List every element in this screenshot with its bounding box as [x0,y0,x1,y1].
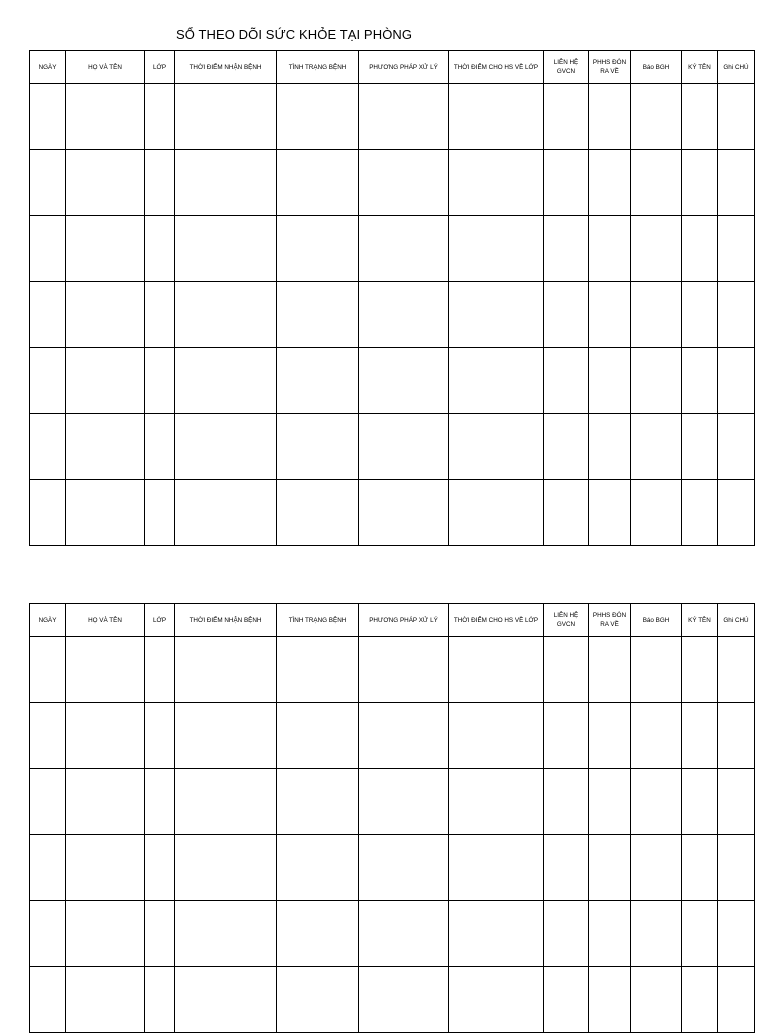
table-cell[interactable] [682,901,718,967]
column-header-class: LỚP [145,51,175,84]
table-cell[interactable] [30,348,66,414]
table-cell[interactable] [145,769,175,835]
table-cell[interactable] [277,348,359,414]
table-cell[interactable] [718,703,755,769]
table-cell[interactable] [589,835,631,901]
table-cell[interactable] [449,703,544,769]
table-cell[interactable] [175,703,277,769]
table-cell[interactable] [449,637,544,703]
table-cell[interactable] [30,480,66,546]
table-row [30,84,755,150]
table-cell[interactable] [682,414,718,480]
table-cell[interactable] [718,282,755,348]
table-cell[interactable] [66,835,145,901]
table-cell[interactable] [175,835,277,901]
table-cell[interactable] [718,901,755,967]
table-cell[interactable] [682,150,718,216]
table-cell[interactable] [145,216,175,282]
table-cell[interactable] [30,769,66,835]
table-cell[interactable] [589,150,631,216]
table-cell[interactable] [359,835,449,901]
table-cell[interactable] [682,84,718,150]
table-cell[interactable] [589,703,631,769]
table-cell[interactable] [277,150,359,216]
table-cell[interactable] [682,967,718,1033]
table-cell[interactable] [718,216,755,282]
column-header-full-name: HỌ VÀ TÊN [66,604,145,637]
table-cell[interactable] [359,480,449,546]
table-cell[interactable] [544,414,589,480]
table-cell[interactable] [631,967,682,1033]
table-cell[interactable] [544,835,589,901]
table-cell[interactable] [175,769,277,835]
table-cell[interactable] [544,967,589,1033]
column-header-date: NGÀY [30,51,66,84]
table-cell[interactable] [175,414,277,480]
table-cell[interactable] [66,480,145,546]
table-cell[interactable] [682,703,718,769]
column-header-condition: TÌNH TRẠNG BỆNH [277,51,359,84]
column-header-time-received: THỜI ĐIỂM NHẬN BỆNH [175,604,277,637]
table-cell[interactable] [718,835,755,901]
table-cell[interactable] [175,150,277,216]
table-cell[interactable] [589,84,631,150]
column-header-signature: KÝ TÊN [682,51,718,84]
table-row [30,480,755,546]
table-row [30,216,755,282]
table-cell[interactable] [631,769,682,835]
column-header-notes: Ghi CHÚ [718,604,755,637]
table-row [30,901,755,967]
column-header-report-board: Báo BGH [631,604,682,637]
table-cell[interactable] [277,835,359,901]
table-cell[interactable] [145,967,175,1033]
table-cell[interactable] [30,901,66,967]
table-cell[interactable] [359,348,449,414]
table-cell[interactable] [30,150,66,216]
table-cell[interactable] [30,84,66,150]
table-cell[interactable] [631,703,682,769]
table-cell[interactable] [30,637,66,703]
table-cell[interactable] [718,84,755,150]
table-cell[interactable] [718,414,755,480]
table-header-row [30,51,755,84]
table-cell[interactable] [718,769,755,835]
table-cell[interactable] [277,84,359,150]
table-row [30,282,755,348]
table-cell[interactable] [631,282,682,348]
table-cell[interactable] [277,480,359,546]
table-cell[interactable] [145,414,175,480]
table-cell[interactable] [175,480,277,546]
table-cell[interactable] [145,703,175,769]
column-header-contact-teacher: LIÊN HỆ GVCN [544,604,589,637]
table-cell[interactable] [682,637,718,703]
table-cell[interactable] [359,84,449,150]
table-cell[interactable] [449,901,544,967]
table-cell[interactable] [449,967,544,1033]
table-cell[interactable] [145,84,175,150]
table-row [30,348,755,414]
table-cell[interactable] [66,282,145,348]
table-cell[interactable] [682,769,718,835]
column-header-class: LỚP [145,604,175,637]
table-cell[interactable] [66,703,145,769]
table-header-row [30,604,755,637]
table-cell[interactable] [30,282,66,348]
table-cell[interactable] [145,480,175,546]
table-cell[interactable] [277,769,359,835]
table-cell[interactable] [449,348,544,414]
table-body [30,84,755,546]
table-cell[interactable] [359,703,449,769]
column-header-full-name: HỌ VÀ TÊN [66,51,145,84]
table-cell[interactable] [544,637,589,703]
table-cell[interactable] [631,348,682,414]
column-header-parent-pickup: PHHS ĐÓN RA VỀ [589,51,631,84]
table-cell[interactable] [631,150,682,216]
table-cell[interactable] [66,216,145,282]
table-cell[interactable] [544,150,589,216]
table-cell[interactable] [449,150,544,216]
table-cell[interactable] [449,480,544,546]
table-cell[interactable] [682,282,718,348]
table-row [30,835,755,901]
table-cell[interactable] [589,282,631,348]
column-header-report-board: Báo BGH [631,51,682,84]
column-header-time-returned: THỜI ĐIỂM CHO HS VỀ LỚP [449,604,544,637]
table-row [30,637,755,703]
table-cell[interactable] [631,84,682,150]
table-cell[interactable] [589,414,631,480]
table-cell[interactable] [145,150,175,216]
table-row [30,769,755,835]
table-cell[interactable] [66,769,145,835]
table-cell[interactable] [175,282,277,348]
table-cell[interactable] [175,216,277,282]
table-cell[interactable] [175,967,277,1033]
table-row [30,150,755,216]
table-cell[interactable] [589,348,631,414]
table-cell[interactable] [359,282,449,348]
table-cell[interactable] [277,216,359,282]
table-cell[interactable] [449,769,544,835]
table-cell[interactable] [30,703,66,769]
table-cell[interactable] [175,348,277,414]
table-cell[interactable] [30,216,66,282]
table-cell[interactable] [30,835,66,901]
table-cell[interactable] [66,901,145,967]
table-cell[interactable] [277,414,359,480]
table-cell[interactable] [718,480,755,546]
table-cell[interactable] [718,637,755,703]
table-cell[interactable] [145,835,175,901]
table-body [30,637,755,1033]
table-cell[interactable] [277,703,359,769]
health-log-table [29,603,755,1033]
table-cell[interactable] [589,480,631,546]
table-cell[interactable] [359,637,449,703]
table-cell[interactable] [277,637,359,703]
table-cell[interactable] [359,216,449,282]
table-row [30,414,755,480]
table-cell[interactable] [449,414,544,480]
table-cell[interactable] [66,150,145,216]
column-header-notes: Ghi CHÚ [718,51,755,84]
table-cell[interactable] [145,282,175,348]
table-cell[interactable] [277,967,359,1033]
table-cell[interactable] [544,703,589,769]
column-header-time-received: THỜI ĐIỂM NHẬN BỆNH [175,51,277,84]
table-cell[interactable] [682,348,718,414]
table-cell[interactable] [718,150,755,216]
table-cell[interactable] [449,835,544,901]
table-cell[interactable] [449,216,544,282]
table-cell[interactable] [682,216,718,282]
table-cell[interactable] [544,769,589,835]
table-cell[interactable] [66,348,145,414]
table-cell[interactable] [544,901,589,967]
table-cell[interactable] [175,637,277,703]
table-cell[interactable] [145,637,175,703]
table-cell[interactable] [359,901,449,967]
table-row [30,703,755,769]
table-cell[interactable] [544,216,589,282]
table-cell[interactable] [145,348,175,414]
table-cell[interactable] [544,84,589,150]
table-cell[interactable] [66,967,145,1033]
table-cell[interactable] [359,150,449,216]
table-cell[interactable] [66,414,145,480]
table-cell[interactable] [175,901,277,967]
table-cell[interactable] [544,282,589,348]
table-cell[interactable] [589,769,631,835]
column-header-treatment: PHƯƠNG PHÁP XỬ LÝ [359,604,449,637]
table-cell[interactable] [544,348,589,414]
table-cell[interactable] [359,967,449,1033]
table-cell[interactable] [449,84,544,150]
table-cell[interactable] [145,901,175,967]
table-cell[interactable] [30,414,66,480]
column-header-treatment: PHƯƠNG PHÁP XỬ LÝ [359,51,449,84]
table-cell[interactable] [682,835,718,901]
table-cell[interactable] [30,967,66,1033]
table-cell[interactable] [631,414,682,480]
table-cell[interactable] [631,901,682,967]
table-cell[interactable] [277,282,359,348]
table-cell[interactable] [631,216,682,282]
table-cell[interactable] [359,769,449,835]
table-cell[interactable] [631,480,682,546]
column-header-signature: KÝ TÊN [682,604,718,637]
table-cell[interactable] [359,414,449,480]
table-cell[interactable] [66,84,145,150]
table-cell[interactable] [277,901,359,967]
column-header-parent-pickup: PHHS ĐÓN RA VỀ [589,604,631,637]
table-cell[interactable] [544,480,589,546]
table-cell[interactable] [589,967,631,1033]
table-row [30,967,755,1033]
column-header-date: NGÀY [30,604,66,637]
page-title: SỔ THEO DÕI SỨC KHỎE TẠI PHÒNG [176,27,413,42]
table-cell[interactable] [631,637,682,703]
table-cell[interactable] [589,637,631,703]
table-cell[interactable] [718,348,755,414]
health-log-table [29,50,755,546]
column-header-time-returned: THỜI ĐIỂM CHO HS VỀ LỚP [449,51,544,84]
table-cell[interactable] [449,282,544,348]
table-cell[interactable] [175,84,277,150]
table-cell[interactable] [718,967,755,1033]
table-cell[interactable] [66,637,145,703]
table-cell[interactable] [589,901,631,967]
table-cell[interactable] [682,480,718,546]
column-header-contact-teacher: LIÊN HỆ GVCN [544,51,589,84]
table-cell[interactable] [589,216,631,282]
column-header-condition: TÌNH TRẠNG BỆNH [277,604,359,637]
table-cell[interactable] [631,835,682,901]
